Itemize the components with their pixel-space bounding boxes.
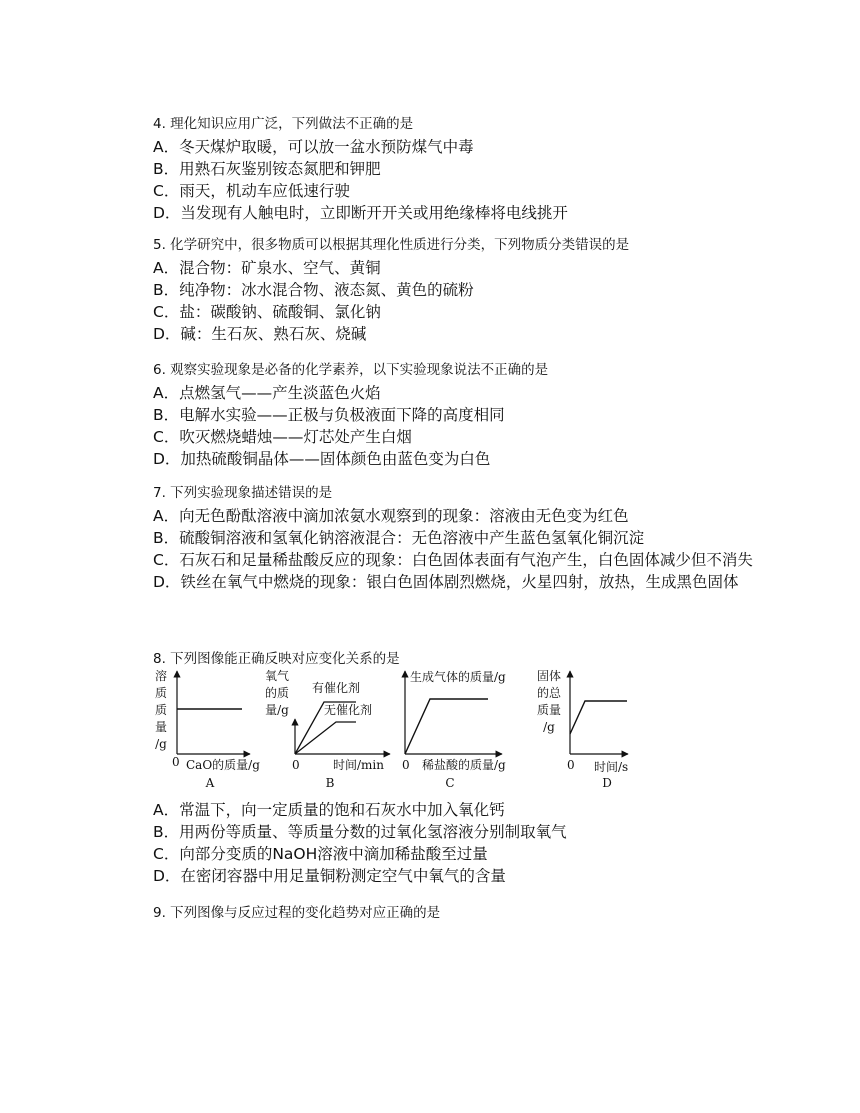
question-7 (153, 483, 773, 593)
option-b: B．电解水实验——正极与负极液面下降的高度相同 (153, 406, 505, 424)
graph-b-ylabel-line: 量/g (265, 703, 289, 717)
graph-a-ylabel-line: 质 (154, 686, 168, 700)
graph-c (402, 669, 506, 790)
option-a: A．向无色酚酞溶液中滴加浓氨水观察到的现象：溶液由无色变为红色 (153, 507, 629, 525)
graph-b-series2-label: 无催化剂 (324, 703, 373, 717)
option-c: C．吹灭燃烧蜡烛——灯芯处产生白烟 (153, 428, 412, 446)
graph-d-origin: 0 (567, 758, 575, 772)
option-b: B．纯净物：冰水混合物、液态氮、黄色的硫粉 (153, 281, 474, 299)
option-d: D．加热硫酸铜晶体——固体颜色由蓝色变为白色 (153, 450, 491, 468)
graph-b-caption: B (325, 776, 335, 790)
graph-d-ylabel-line: 的总 (536, 686, 562, 700)
graph-d-xlabel: 时间/s (594, 760, 629, 774)
option-a: A．冬天煤炉取暖，可以放一盆水预防煤气中毒 (153, 138, 474, 156)
graph-b-xlabel: 时间/min (333, 758, 384, 772)
option-a: A．混合物：矿泉水、空气、黄铜 (153, 259, 381, 277)
question-stem: 5. 化学研究中，很多物质可以根据其理化性质进行分类，下列物质分类错误的是 (153, 237, 630, 253)
graph-b-ylabel-line: 氧气 (264, 669, 290, 683)
graph-d-caption: D (602, 776, 612, 790)
graph-b (265, 668, 390, 790)
option-d: D．铁丝在氧气中燃烧的现象：银白色固体剧烈燃烧，火星四射，放热，生成黑色固体 (153, 573, 739, 591)
question-8-graphs (150, 667, 630, 793)
option-a: A．点燃氢气——产生淡蓝色火焰 (153, 384, 381, 402)
option-d: D．在密闭容器中用足量铜粉测定空气中氧气的含量 (153, 867, 506, 885)
question-8-options (153, 799, 773, 887)
question-stem: 8. 下列图像能正确反映对应变化关系的是 (153, 651, 400, 667)
graph-d-ylabel-line: 固体 (536, 669, 562, 683)
graph-d-line (570, 701, 627, 734)
graph-c-caption: C (445, 776, 455, 790)
graph-a-origin: 0 (172, 755, 180, 769)
graph-a-ylabel-line: 溶 (154, 669, 168, 683)
graph-d-ylabel-line: /g (543, 720, 555, 734)
graph-c-origin: 0 (402, 758, 410, 772)
question-5 (153, 235, 773, 345)
graph-b-series1-label: 有催化剂 (312, 681, 361, 695)
option-b: B．用两份等质量、等质量分数的过氧化氢溶液分别制取氧气 (153, 823, 567, 841)
graph-d-ylabel-line: 质量 (536, 703, 562, 717)
graph-c-xlabel: 稀盐酸的质量/g (422, 758, 506, 772)
question-stem: 4. 理化知识应用广泛，下列做法不正确的是 (153, 116, 414, 132)
option-b: B．硫酸铜溶液和氢氧化钠溶液混合：无色溶液中产生蓝色氢氧化铜沉淀 (153, 529, 645, 547)
graph-b-origin: 0 (292, 758, 300, 772)
option-c: C．石灰石和足量稀盐酸反应的现象：白色固体表面有气泡产生，白色固体减少但不消失 (153, 551, 753, 569)
graph-b-ylabel (265, 668, 289, 717)
question-9 (153, 903, 773, 925)
graph-b-ylabel-line: 的质 (264, 686, 290, 700)
graph-d-ylabel (537, 668, 562, 734)
graph-c-line (405, 699, 488, 754)
graph-a-ylabel (155, 668, 167, 751)
graph-a-caption: A (205, 776, 215, 790)
graph-a (155, 668, 260, 790)
graph-a-xlabel: CaO的质量/g (186, 758, 260, 772)
question-6 (153, 360, 773, 470)
option-d: D．当发现有人触电时，立即断开开关或用绝缘棒将电线挑开 (153, 204, 568, 222)
option-c: C．向部分变质的NaOH溶液中滴加稀盐酸至过量 (153, 845, 488, 863)
graph-a-ylabel-line: 量 (154, 720, 168, 734)
option-b: B．用熟石灰鉴别铵态氮肥和钾肥 (153, 160, 381, 178)
graph-a-ylabel-line: /g (155, 737, 167, 751)
option-a: A．常温下，向一定质量的饱和石灰水中加入氧化钙 (153, 801, 505, 819)
graph-c-ylabel: 生成气体的质量/g (410, 670, 506, 684)
question-4 (153, 114, 773, 224)
question-stem: 7. 下列实验现象描述错误的是 (153, 485, 333, 501)
question-stem: 9. 下列图像与反应过程的变化趋势对应正确的是 (153, 905, 441, 921)
option-c: C．盐：碳酸钠、硫酸铜、氯化钠 (153, 303, 381, 321)
graphs-figure (150, 667, 630, 793)
question-stem: 6. 观察实验现象是必备的化学素养，以下实验现象说法不正确的是 (153, 362, 549, 378)
option-c: C．雨天，机动车应低速行驶 (153, 182, 350, 200)
graph-a-ylabel-line: 质 (154, 703, 168, 717)
option-d: D．碱：生石灰、熟石灰、烧碱 (153, 325, 367, 343)
graph-d (537, 668, 628, 790)
